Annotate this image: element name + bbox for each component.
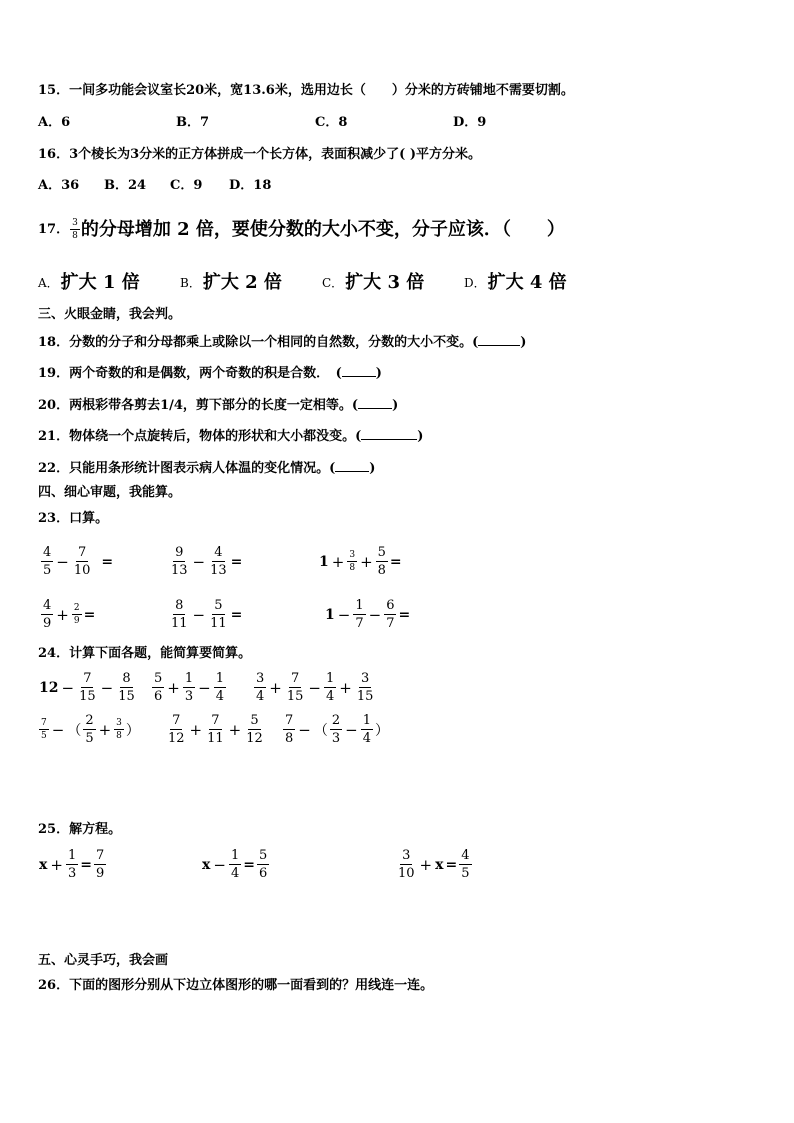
q23-expr-2: $\frac{9}{13}$ − $\frac{4}{13}$ = [171,545,243,578]
question-26: 26．下面的图形分别从下边立体图形的哪一面看到的？用线连一连。 [38,978,434,993]
section-4-heading: 四、细心审题，我能算。 [38,485,182,500]
answer-blank[interactable] [478,333,520,346]
answer-blank[interactable] [342,364,376,377]
q24-expr-5: $\frac{7}{12}$ + $\frac{7}{11}$ + $\frac{5}{12}$ [168,713,263,746]
q23-expr-3: 1 + $\frac{3}{8}$ + $\frac{5}{8}$ = [319,545,402,578]
judge-item-19: 19．两个奇数的和是偶数，两个奇数的积是合数． ( ) [38,366,382,381]
q17-number: 17． [38,221,70,237]
q15-option-a: A．6 [38,115,71,130]
judge-item-20: 20．两根彩带各剪去1/4，剪下部分的长度一定相等。( ) [38,398,399,413]
q16-option-d: D．18 [229,178,272,193]
judge-item-22: 22．只能用条形统计图表示病人体温的变化情况。( ) [38,461,376,476]
answer-blank[interactable] [358,396,392,409]
answer-blank[interactable] [335,459,369,472]
q25-title: 25．解方程。 [38,822,122,837]
section-5-heading: 五、心灵手巧，我会画 [38,953,169,968]
q17-option-d: D． 扩大 4 倍 [464,272,567,293]
q23-title: 23．口算。 [38,511,109,526]
question-16: 16．3个棱长为3分米的正方体拼成一个长方体，表面积减少了( )平方分米。 [38,147,482,162]
q24-expr-2: $\frac{5}{6}$ + $\frac{1}{3}$ − $\frac{1}{4}$ [154,671,224,704]
answer-blank[interactable] [361,427,417,440]
q16-option-c: C．9 [170,178,203,193]
q24-title: 24．计算下面各题，能简算要简算。 [38,646,252,661]
q25-equation-2: x − $\frac{1}{4}$ = $\frac{5}{6}$ [202,848,268,881]
section-3-heading: 三、火眼金睛，我会判。 [38,307,182,322]
q15-option-c: C．8 [315,115,348,130]
judge-item-18: 18．分数的分子和分母都乘上或除以一个相同的自然数，分数的大小不变。( ) [38,335,527,350]
q25-equation-1: x + $\frac{1}{3}$ = $\frac{7}{9}$ [39,848,105,881]
q15-option-b: B．7 [176,115,210,130]
q24-expr-3: $\frac{3}{4}$ + $\frac{7}{15}$ − $\frac{1}{4}$ + $\frac{3}{15}$ [256,671,374,704]
q24-expr-6: $\frac{7}{8}$ − （ $\frac{2}{3}$ − $\frac{1}{4}$ ） [285,713,389,746]
q25-equation-3: $\frac{3}{10}$ + x = $\frac{4}{5}$ [398,848,470,881]
q17-option-c: C． 扩大 3 倍 [322,272,425,293]
q17-option-a: A． 扩大 1 倍 [38,272,140,293]
q17-text: 的分母增加 2 倍，要使分数的大小不变，分子应该．（ ） [80,218,565,240]
judge-item-21: 21．物体绕一个点旋转后，物体的形状和大小都没变。( ) [38,429,424,444]
question-17 [38,218,565,241]
q24-expr-1: 12 − $\frac{7}{15}$ − $\frac{8}{15}$ [39,671,135,704]
q17-option-b: B． 扩大 2 倍 [180,272,282,293]
q17-fraction: $\frac{3}{8}$ [72,218,78,241]
q23-expr-6: 1 − $\frac{1}{7}$ − $\frac{6}{7}$ = [325,598,411,631]
q16-option-b: B．24 [104,178,147,193]
q23-expr-1: $\frac{4}{5}$ − $\frac{7}{10}$ = [43,545,114,578]
q16-option-a: A．36 [38,178,80,193]
q23-expr-5: $\frac{8}{11}$ − $\frac{5}{11}$ = [171,598,243,631]
q15-option-d: D．9 [453,115,487,130]
question-15: 15．一间多功能会议室长20米，宽13.6米，选用边长（ ）分米的方砖铺地不需要切割。 [38,83,574,98]
q24-expr-4: $\frac{7}{5}$ − （ $\frac{2}{5}$ + $\frac{3}{8}$ ） [41,713,140,746]
q23-expr-4: $\frac{4}{9}$ + $\frac{2}{9}$ = [43,598,96,631]
